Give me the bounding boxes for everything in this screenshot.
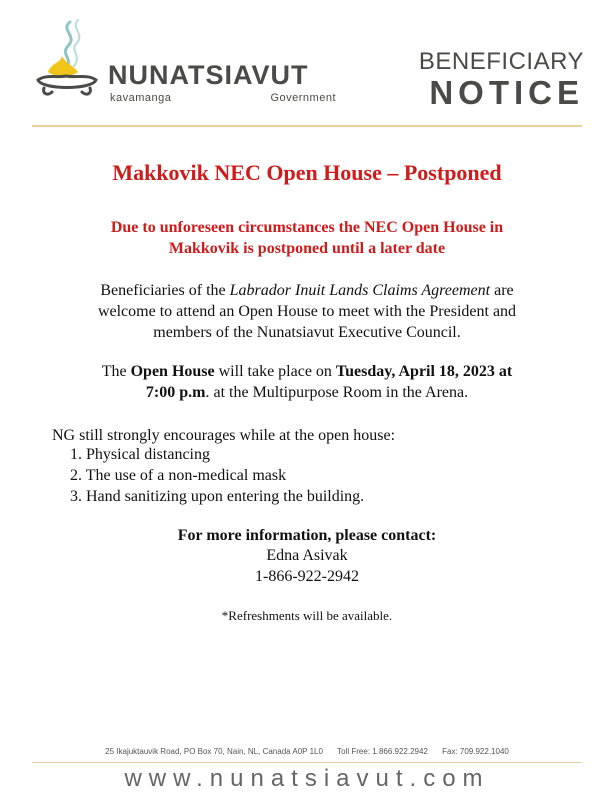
- contact-phone: 1-866-922-2942: [255, 568, 359, 585]
- footer-address: 25 Ikajuktauvik Road, PO Box 70, Nain, NL, Canada A0P 1L0: [105, 747, 323, 756]
- event-details-paragraph: [0, 361, 614, 403]
- invitation-line-3: members of the Nunatsiavut Executive Council.: [153, 324, 461, 341]
- footer-divider: [32, 762, 582, 763]
- alert-line-1: Due to unforeseen circumstances the NEC Open House in: [110, 219, 504, 236]
- event-details-line-1: The Open House will take place on Tuesday, April 18, 2023 at: [101, 363, 513, 380]
- organization-subtitle-english: Government: [270, 92, 336, 104]
- footer-fax: Fax: 709.922.1040: [442, 747, 509, 756]
- invitation-line-2: welcome to attend an Open House to meet with the President and: [97, 303, 517, 320]
- event-date: Tuesday, April 18, 2023 at: [335, 363, 513, 380]
- website-link[interactable]: www.nunatsiavut.com: [124, 765, 490, 792]
- organization-name: NUNATSIAVUT: [108, 60, 309, 90]
- agreement-name: Labrador Inuit Lands Claims Agreement: [229, 282, 491, 299]
- header-divider: [32, 125, 582, 127]
- list-item: 1. Physical distancing: [70, 446, 210, 463]
- contact-name: Edna Asivak: [266, 547, 348, 564]
- notice-title: Makkovik NEC Open House – Postponed: [112, 160, 502, 185]
- alert-line-2: Makkovik is postponed until a later date: [168, 240, 446, 257]
- health-guidance-list: [70, 444, 364, 507]
- refreshments-note: *Refreshments will be available.: [221, 608, 393, 623]
- event-details-line-2: 7:00 p.m. at the Multipurpose Room in the Arena.: [145, 384, 469, 401]
- footer-address-bar: [0, 747, 614, 756]
- invitation-line-1: Beneficiaries of the Labrador Inuit Lands Claims Agreement are: [100, 282, 514, 299]
- footer-toll-free: Toll Free: 1.866.922.2942: [337, 747, 428, 756]
- qulliq-lamp-icon: [30, 16, 102, 108]
- organization-subtitle-inuttut: kavamanga: [110, 92, 172, 104]
- invitation-paragraph: [0, 280, 614, 343]
- event-name: Open House: [130, 363, 215, 380]
- contact-heading: For more information, please contact:: [177, 527, 437, 544]
- list-item: 3. Hand sanitizing upon entering the building.: [70, 488, 365, 505]
- postponement-alert: [0, 217, 614, 259]
- notice-type-line2: NOTICE: [429, 74, 584, 111]
- event-time: 7:00 p.m: [145, 384, 206, 401]
- organization-subtitle: [110, 92, 336, 104]
- list-item: 2. The use of a non-medical mask: [70, 467, 287, 484]
- notice-type-line1: BENEFICIARY: [418, 48, 584, 75]
- health-guidance-intro: NG still strongly encourages while at the open house:: [52, 427, 396, 444]
